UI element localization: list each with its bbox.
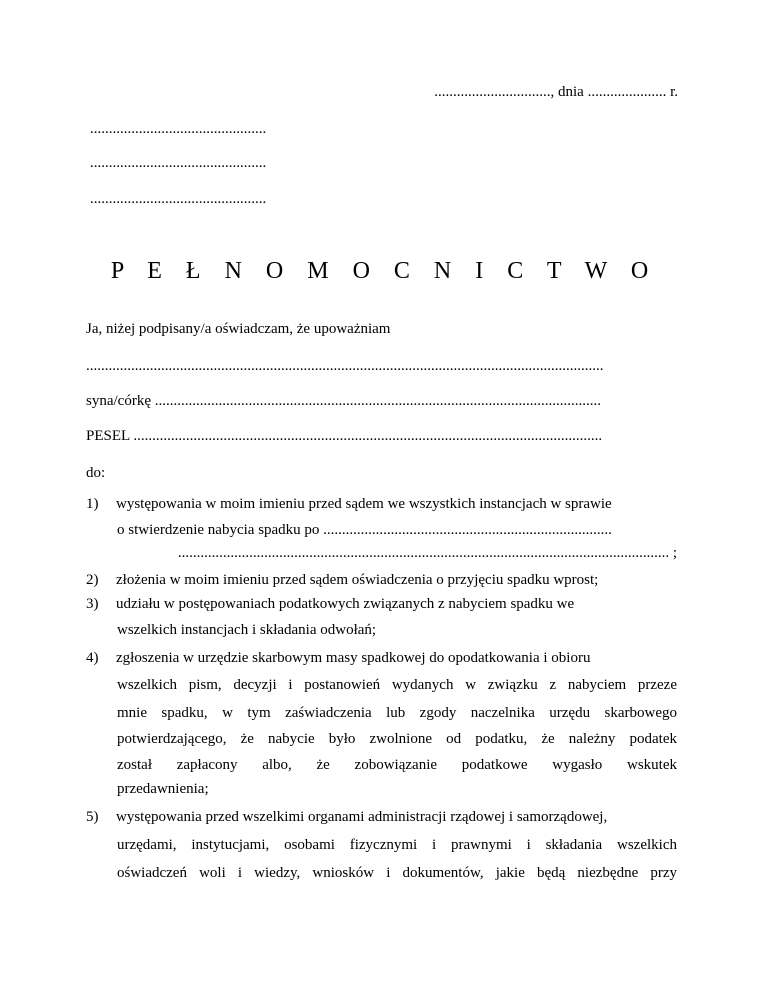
item-line: udziału w postępowaniach podatkowych związanych z nabyciem spadku we bbox=[116, 596, 575, 612]
list-item-1 bbox=[86, 496, 678, 513]
list-item-5 bbox=[86, 809, 678, 826]
pesel-line: PESEL ............................................................................................................................. bbox=[86, 428, 603, 444]
child-line: syna/córkę ....................................................................................................................... bbox=[86, 393, 601, 409]
document-title: P E Ł N O M O C N I C T W O bbox=[110, 258, 658, 284]
item-line: został zapłacony albo, że zobowiązanie podatkowe wygasło wskutek bbox=[117, 757, 677, 773]
item-number: 2) bbox=[86, 572, 99, 588]
list-item-4 bbox=[86, 650, 678, 667]
intro-text: Ja, niżej podpisany/a oświadczam, że upoważniam bbox=[86, 321, 391, 337]
item-line: o stwierdzenie nabycia spadku po ............................................................................. bbox=[117, 522, 612, 538]
sender-line-1: ............................................... bbox=[90, 121, 267, 137]
item-line: występowania w moim imieniu przed sądem we wszystkich instancjach w sprawie bbox=[116, 496, 612, 512]
item-line: zgłoszenia w urzędzie skarbowym masy spadkowej do opodatkowania i obioru bbox=[116, 650, 591, 666]
item-line: występowania przed wszelkimi organami administracji rządowej i samorządowej, bbox=[116, 809, 608, 825]
list-item-3 bbox=[86, 596, 678, 613]
item-line: przedawnienia; bbox=[117, 781, 209, 797]
item-line: złożenia w moim imieniu przed sądem oświadczenia o przyjęciu spadku wprost; bbox=[116, 572, 599, 588]
list-item-2 bbox=[86, 572, 678, 589]
item-number: 4) bbox=[86, 650, 99, 666]
date-place-line: ..............................., dnia ..................... r. bbox=[434, 84, 678, 100]
item-number: 3) bbox=[86, 596, 99, 612]
sender-line-2: ............................................... bbox=[90, 155, 267, 171]
principal-name-line: .......................................................................................................................................... bbox=[86, 358, 604, 374]
item-line: oświadczeń woli i wiedzy, wniosków i dokumentów, jakie będą niezbędne przy bbox=[117, 865, 677, 881]
item-line: potwierdzającego, że nabycie było zwolnione od podatku, że należny podatek bbox=[117, 731, 677, 747]
scope-label: do: bbox=[86, 465, 106, 481]
item-line: wszelkich instancjach i składania odwołań; bbox=[117, 622, 377, 638]
item-line: wszelkich pism, decyzji i postanowień wydanych w związku z nabyciem przeze bbox=[117, 677, 677, 693]
item-number: 1) bbox=[86, 496, 99, 512]
sender-line-3: ............................................... bbox=[90, 191, 267, 207]
item-line: urzędami, instytucjami, osobami fizycznymi i prawnymi i składania wszelkich bbox=[117, 837, 677, 853]
item-line: mnie spadku, w tym zaświadczenia lub zgody naczelnika urzędu skarbowego bbox=[117, 705, 677, 721]
item-line: ................................................................................................................................... ; bbox=[177, 545, 677, 561]
item-number: 5) bbox=[86, 809, 99, 825]
